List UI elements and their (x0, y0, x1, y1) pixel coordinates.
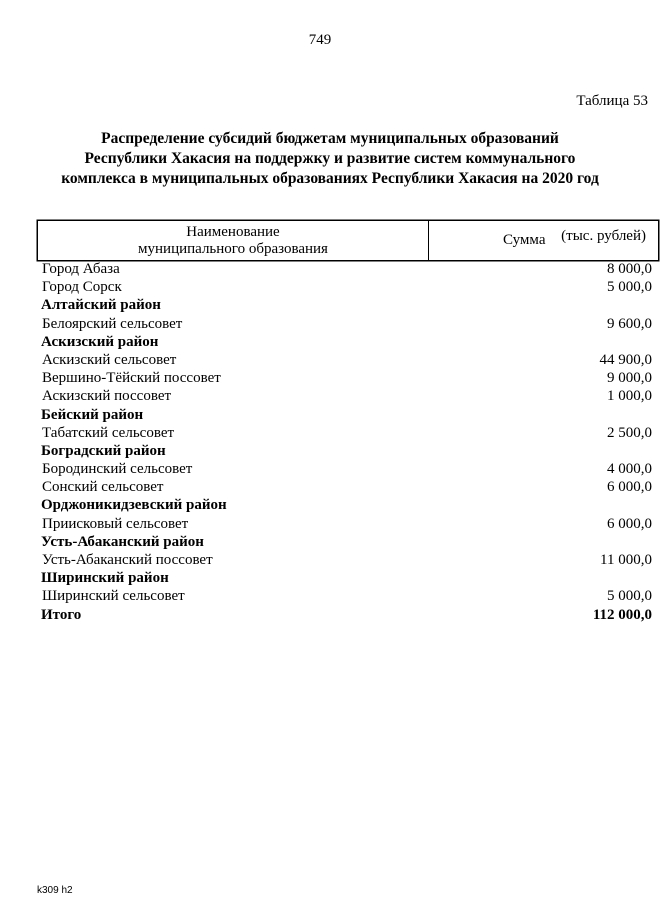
row-name: Город Абаза (42, 261, 120, 277)
document-title (0, 129, 660, 189)
table-row (0, 460, 652, 478)
row-name: Сонский сельсовет (42, 479, 164, 496)
table-row (0, 587, 652, 605)
row-name: Аскизский район (41, 333, 159, 350)
header-name-column (38, 221, 429, 260)
row-name: Ширинский район (41, 570, 169, 587)
row-amount: 9 600,0 (607, 315, 652, 332)
region-row (0, 406, 640, 424)
row-name: Аскизский поссовет (42, 388, 172, 405)
total-row (0, 606, 652, 624)
row-amount: 11 000,0 (600, 552, 652, 568)
row-name: Приисковый сельсовет (42, 515, 189, 532)
row-amount: 44 900,0 (599, 351, 652, 368)
region-row (0, 442, 640, 460)
table-label: Таблица 53 (576, 93, 648, 109)
row-amount: 6 000,0 (607, 515, 652, 532)
row-name: Белоярский сельсовет (42, 315, 183, 332)
row-name: Итого (41, 606, 82, 623)
row-amount: 1 000,0 (607, 388, 652, 405)
row-amount: 9 000,0 (607, 370, 652, 387)
title-line: Распределение субсидий бюджетам муниципальных образований (101, 130, 559, 147)
region-row (0, 333, 640, 351)
title-line: Республики Хакасия на поддержку и развитие систем коммунального (84, 150, 576, 167)
row-name: Бейский район (41, 406, 144, 423)
row-name: Аскизский сельсовет (42, 351, 177, 368)
table-row (0, 278, 652, 296)
table-body (0, 260, 652, 624)
region-row (0, 533, 640, 551)
region-row (0, 569, 640, 587)
row-name: Алтайский район (41, 297, 161, 314)
title-line: комплекса в муниципальных образованиях Республики Хакасия на 2020 год (61, 170, 599, 187)
row-name: Боградский район (41, 442, 166, 459)
region-row (0, 296, 640, 314)
row-amount: 5 000,0 (607, 588, 652, 605)
row-amount: 112 000,0 (592, 606, 652, 623)
row-name: Вершино-Тёйский поссовет (42, 370, 221, 387)
row-name: Усть-Абаканский поссовет (42, 552, 213, 568)
row-amount: 2 500,0 (607, 424, 652, 441)
row-name: Город Сорск (42, 279, 122, 296)
table-row (0, 478, 652, 496)
row-name: Табатский сельсовет (42, 424, 175, 441)
table-row (0, 387, 652, 405)
header-name-line2: муниципального образования (138, 241, 328, 257)
row-amount: 4 000,0 (607, 461, 652, 478)
row-amount: 5 000,0 (607, 279, 652, 296)
table-row (0, 315, 652, 333)
table-row (0, 515, 652, 533)
footer-code: k309 h2 (37, 885, 73, 896)
units-label: (тыс. рублей) (561, 228, 646, 244)
table-row (0, 424, 652, 442)
table-row (0, 351, 652, 369)
region-row (0, 496, 640, 514)
row-name: Усть-Абаканский район (41, 533, 204, 550)
table-row (0, 260, 652, 278)
row-amount: 6 000,0 (607, 479, 652, 496)
header-sum-column: Сумма (503, 232, 546, 248)
table-row (0, 551, 652, 569)
page-number: 749 (308, 32, 332, 48)
row-name: Бородинский сельсовет (42, 461, 193, 478)
table-header (37, 220, 659, 261)
row-name: Ширинский сельсовет (42, 588, 185, 605)
table-row (0, 369, 652, 387)
row-name: Орджоникидзевский район (41, 497, 227, 514)
row-amount: 8 000,0 (607, 261, 652, 277)
header-name-line1: Наименование (186, 224, 280, 240)
